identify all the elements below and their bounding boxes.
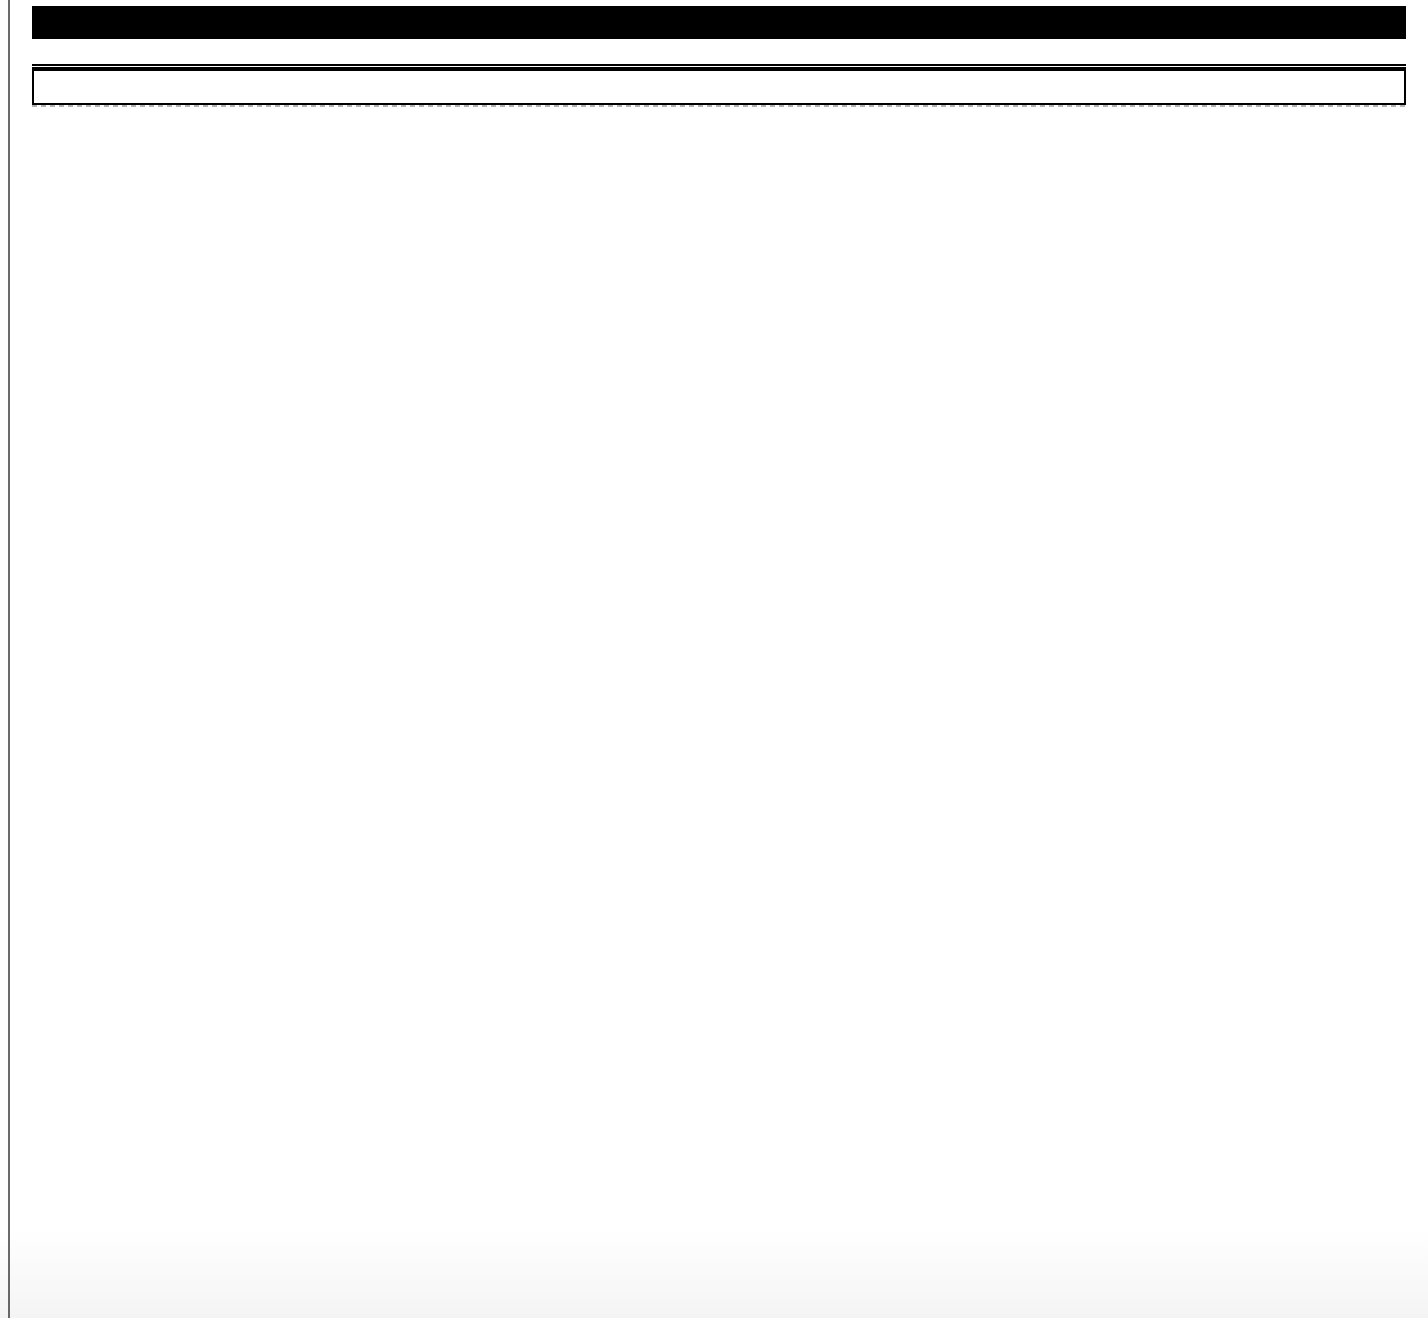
timing-sheet — [32, 6, 1406, 106]
column-header-row — [32, 39, 1406, 64]
bottom-dashed-separator — [32, 105, 1406, 107]
page-edge-line — [8, 0, 10, 1318]
sheet-title — [32, 6, 1406, 39]
bottom-shade — [0, 1228, 1428, 1318]
qualify-banner — [32, 69, 1406, 105]
